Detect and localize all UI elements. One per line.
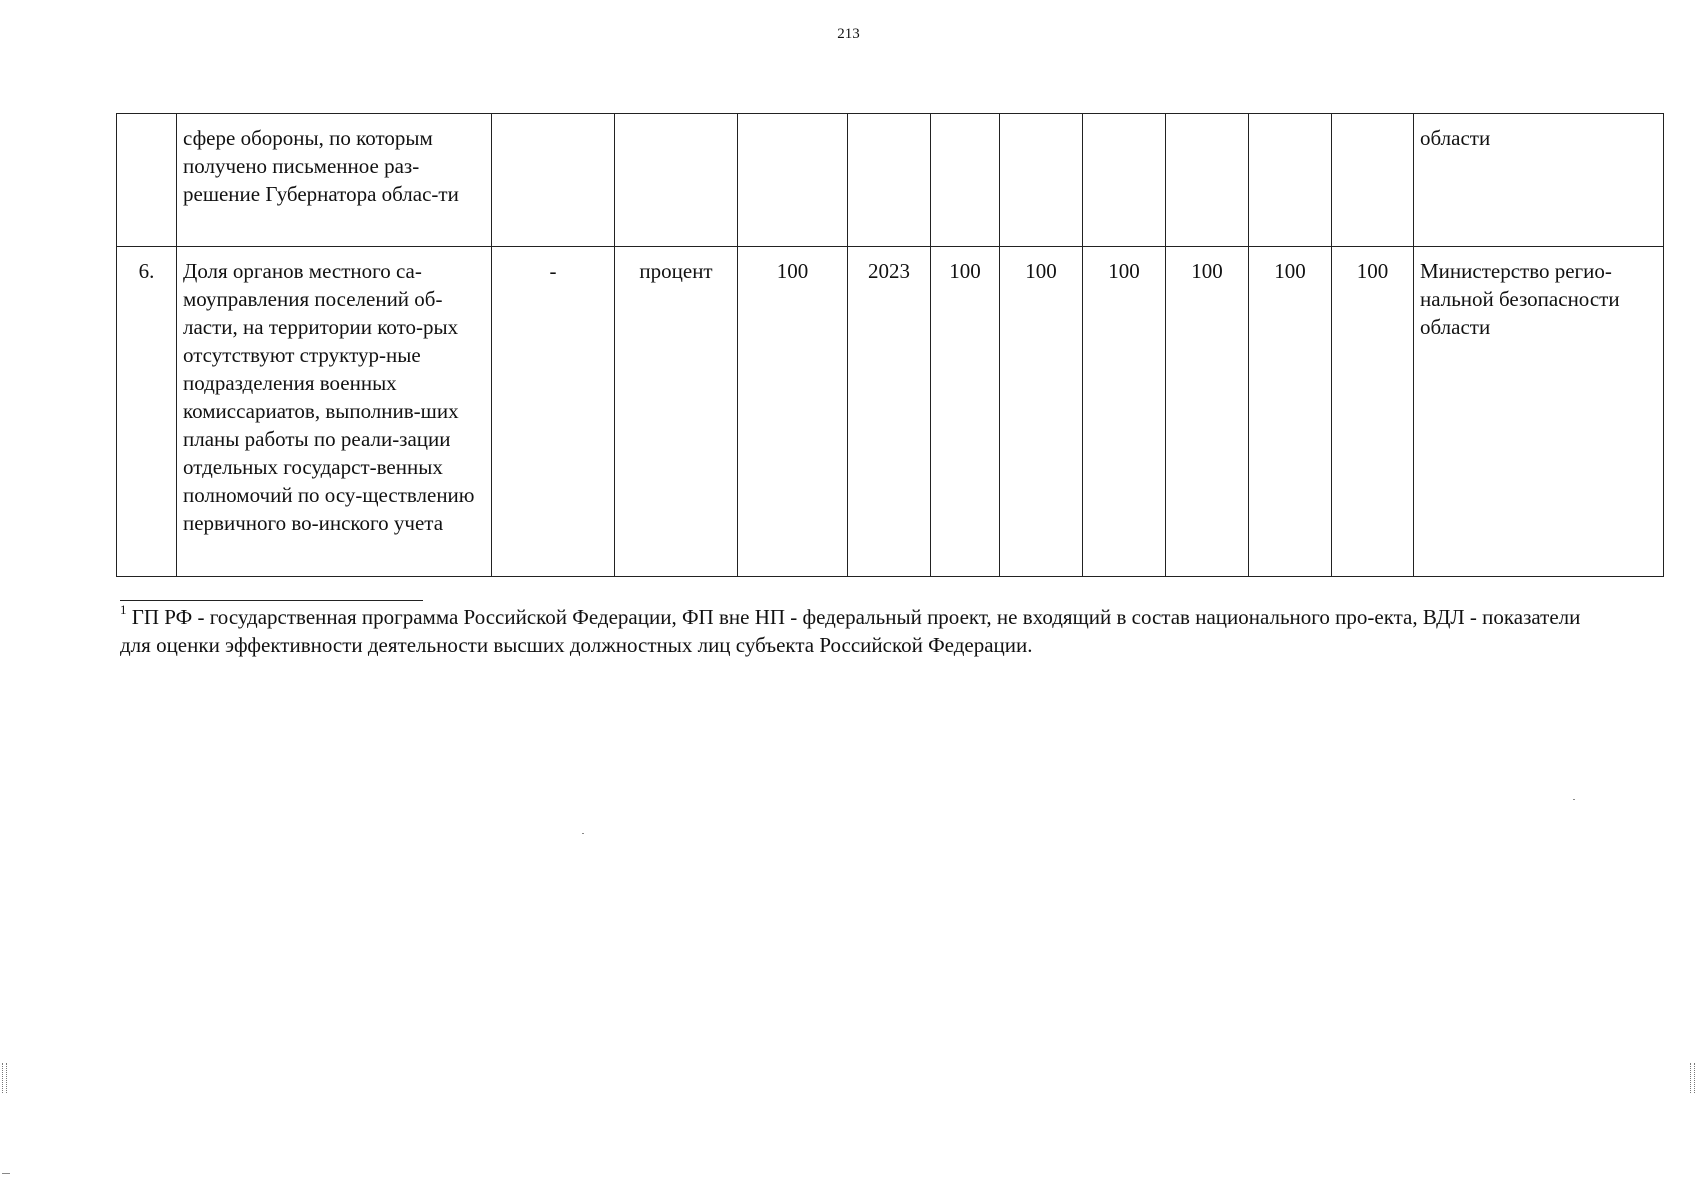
value-2027: 100: [1166, 247, 1249, 577]
responsible-body: области: [1414, 114, 1664, 247]
scan-margin-mark-left: [2, 1063, 7, 1093]
value-2024: 100: [931, 247, 1000, 577]
unit: процент: [615, 247, 738, 577]
unit: [615, 114, 738, 247]
responsible-body: Министерство регио-нальной безопасности области: [1414, 247, 1664, 577]
value-2028: [1249, 114, 1332, 247]
page-number: 213: [837, 26, 860, 42]
scan-speck: [582, 833, 584, 834]
scan-margin-mark-right: [1690, 1063, 1695, 1093]
base-year: 2023: [848, 247, 931, 577]
value-2027: [1166, 114, 1249, 247]
value-2029: [1332, 114, 1414, 247]
row-number: 6.: [117, 247, 177, 577]
indicator-name: сфере обороны, по которым получено письменное раз-решение Губернатора облас-ти: [177, 114, 492, 247]
value-2024: [931, 114, 1000, 247]
row-number: [117, 114, 177, 247]
document-level: -: [492, 247, 615, 577]
document-level: [492, 114, 615, 247]
indicator-name: Доля органов местного са-моуправления поселений об-ласти, на территории кото-рых отсутствуют структур-ные подразделения военных комиссариатов, выполнив-ших планы работы по реали-зации отдельных государст-венных полномочий по осу-ществлению первичного во-инского учета: [177, 247, 492, 577]
scan-speck: [2, 1173, 10, 1174]
footnote-divider: [120, 600, 423, 601]
table-row: [117, 247, 1664, 577]
value-2029: 100: [1332, 247, 1414, 577]
scan-speck: [1573, 799, 1575, 800]
footnote-text: ГП РФ - государственная программа Российской Федерации, ФП вне НП - федеральный проект, не входящий в состав национального про-екта, ВДЛ - показатели для оценки эффективности деятельности высших должностных лиц субъекта Российской Федерации.: [120, 605, 1581, 657]
value-2028: 100: [1249, 247, 1332, 577]
table-row: [117, 114, 1664, 247]
indicators-table: [116, 113, 1664, 577]
base-year: [848, 114, 931, 247]
base-value: [738, 114, 848, 247]
value-2026: 100: [1083, 247, 1166, 577]
value-2025: 100: [1000, 247, 1083, 577]
footnote-marker: 1: [120, 602, 127, 617]
value-2025: [1000, 114, 1083, 247]
base-value: 100: [738, 247, 848, 577]
footnote: [120, 600, 1610, 659]
value-2026: [1083, 114, 1166, 247]
